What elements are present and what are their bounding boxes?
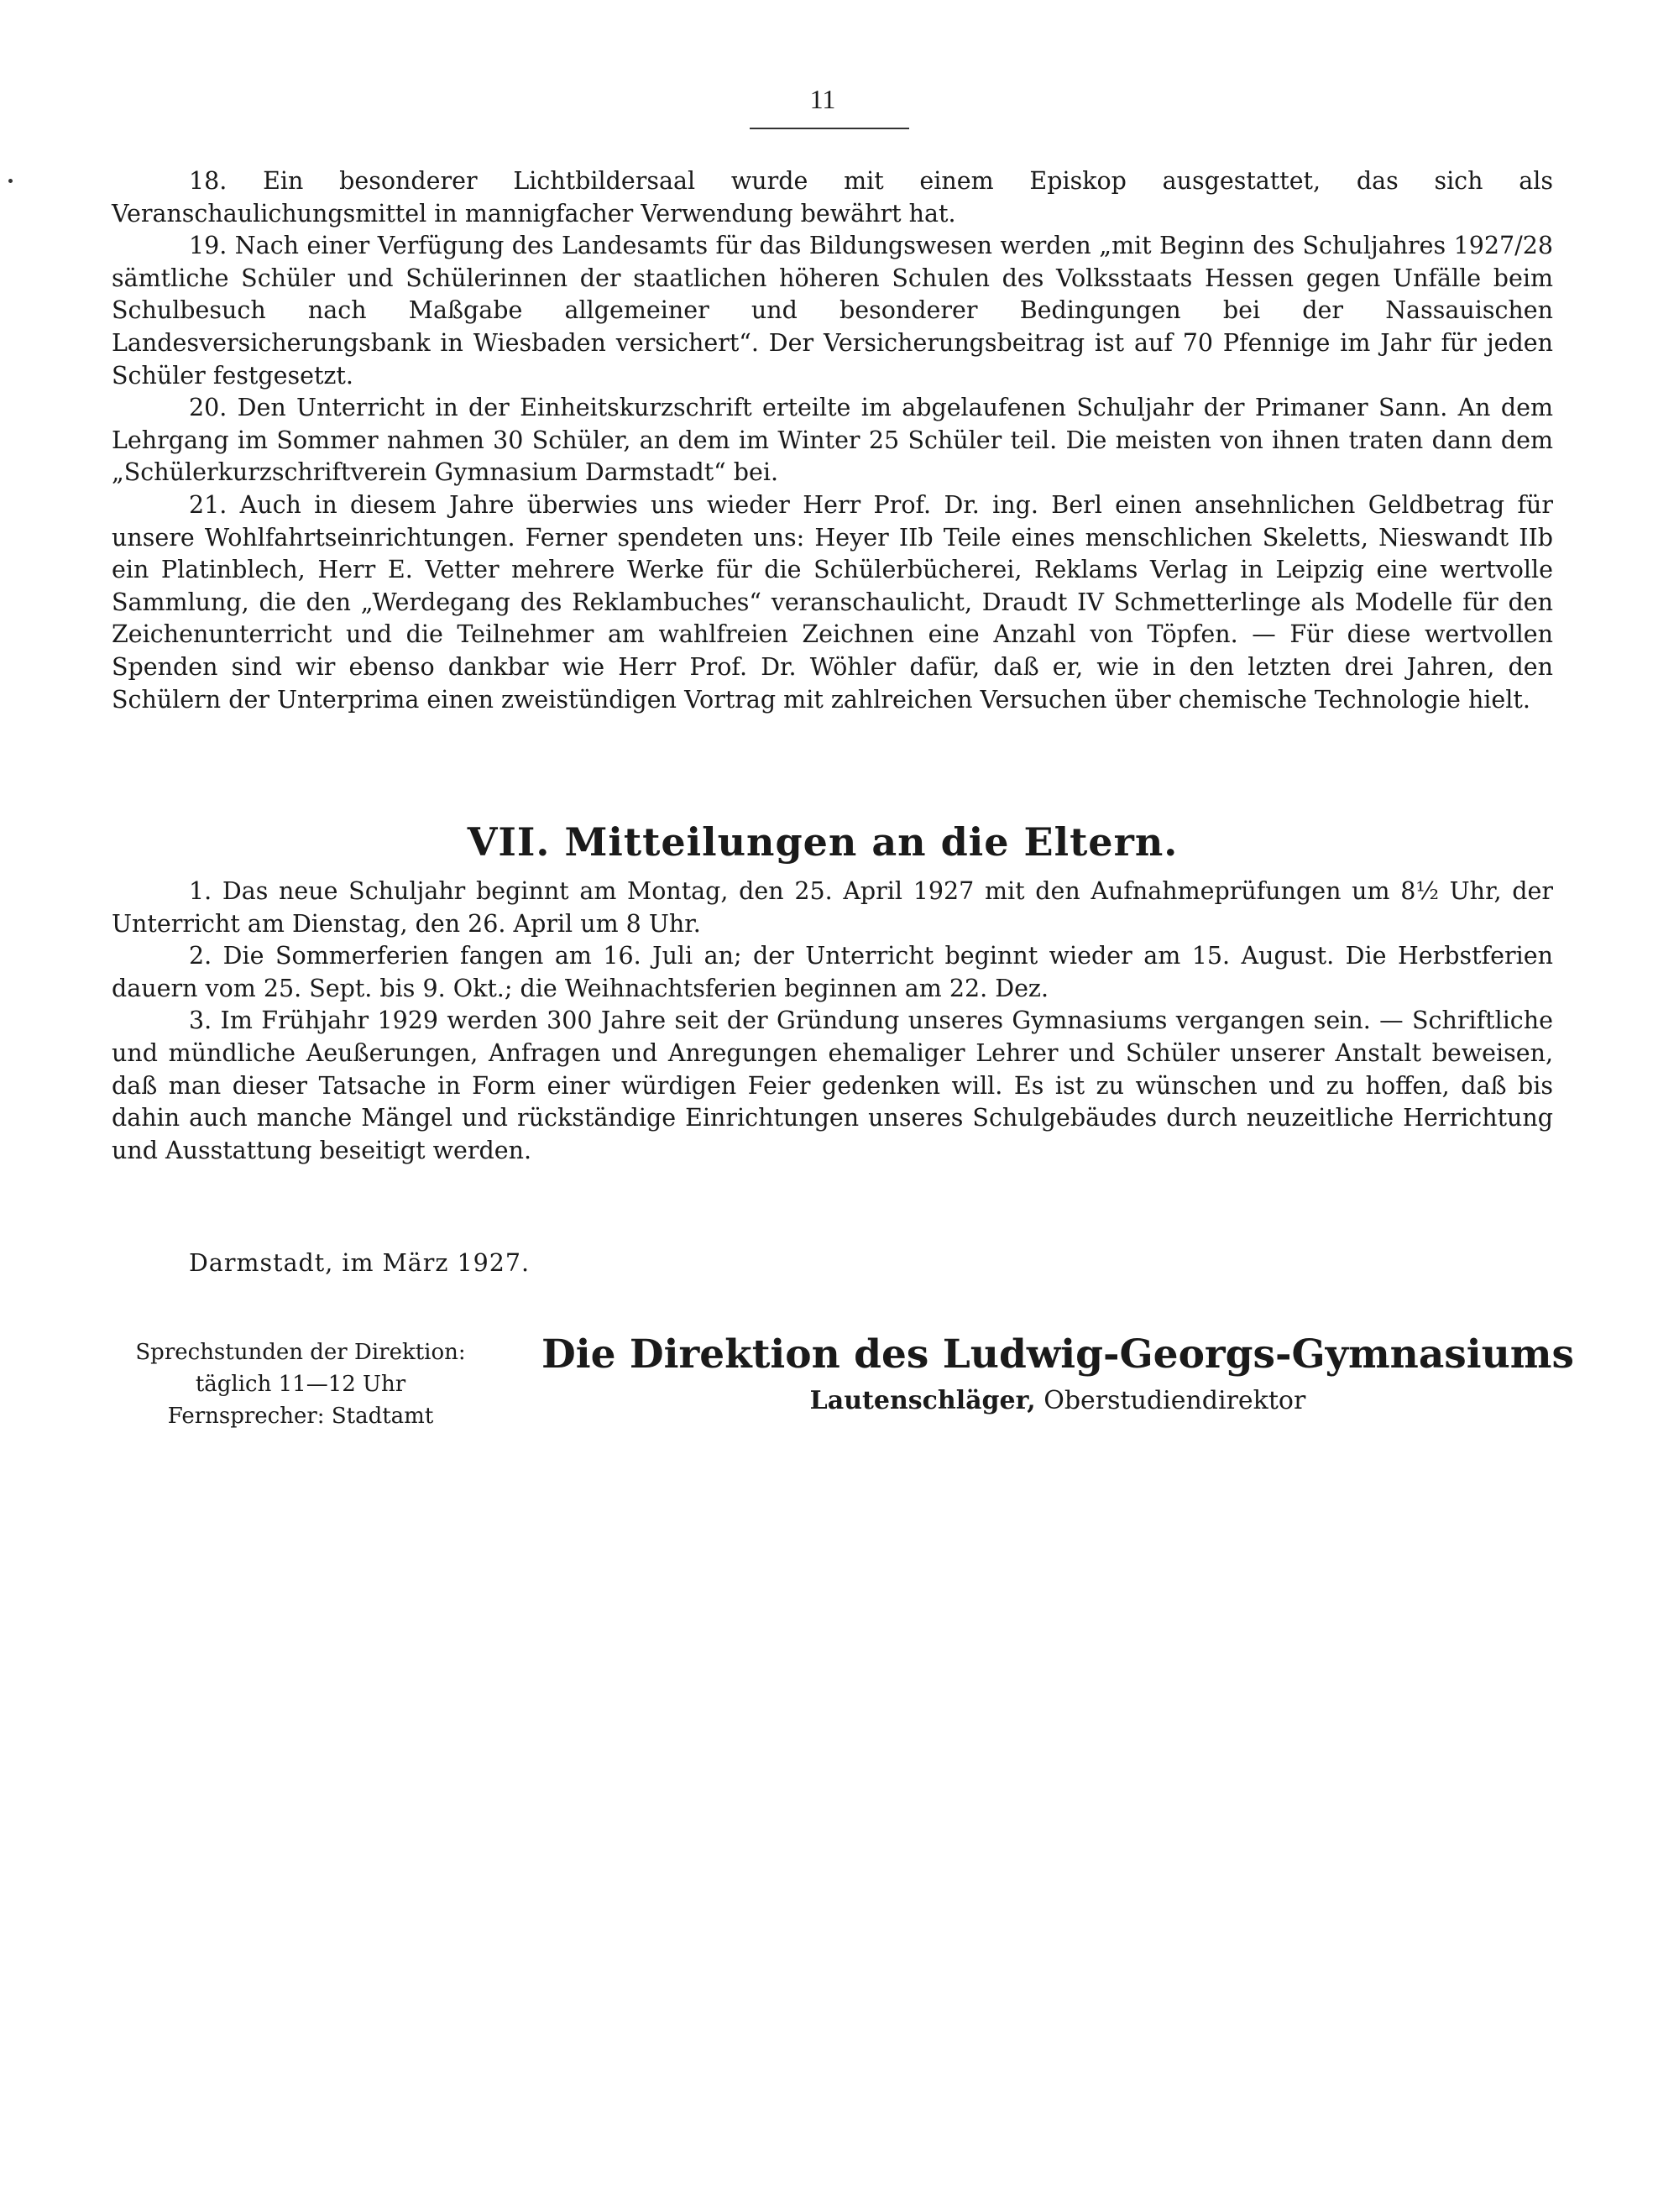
notice-1: 1. Das neue Schuljahr beginnt am Montag, den 25. April 1927 mit den Aufnahmeprüfungen um 8½ Uhr, der Unterricht am Dienstag, den 26. April um 8 Uhr. xyxy=(112,877,1553,938)
paragraph-19: 19. Nach einer Verfügung des Landesamts für das Bildungswesen werden „mit Beginn des Schuljahres 1927/28 sämtliche Schüler und Schülerinnen der staatlichen höheren Schulen des Volksstaats Hessen gegen Unfälle beim Schulbesuch nach Maßgabe allgemeiner und besonderer Bedingungen bei der Nassauischen Landesversicherungsbank in Wiesbaden versichert“. Der Versicherungsbeitrag ist auf 70 Pfennige im Jahr für jeden Schüler festgesetzt. xyxy=(112,232,1553,390)
signature-block xyxy=(520,1331,1595,1415)
signature-title: Oberstudiendirektor xyxy=(1043,1386,1306,1415)
paragraph-21: 21. Auch in diesem Jahre überwies uns wieder Herr Prof. Dr. ing. Berl einen ansehnlichen Geldbetrag für unsere Wohlfahrtseinrichtungen. Ferner spendeten uns: Heyer IIb Teile eines menschlichen Skeletts, Nieswandt IIb ein Platinblech, Herr E. Vetter mehrere Werke für die Schülerbücherei, Reklams Verlag in Leipzig eine wertvolle Sammlung, die den „Werdegang des Reklambuches“ veranschaulicht, Draudt IV Schmetterlinge als Modelle für den Zeichenunterricht und die Teilnehmer am wahlfreien Zeichnen eine Anzahl von Töpfen. — Für diese wertvollen Spenden sind wir ebenso dankbar wie Herr Prof. Dr. Wöhler dafür, daß er, wie in den letzten drei Jahren, den Schülern der Unterprima einen zweistündigen Vortrag mit zahlreichen Versuchen über chemische Technologie hielt. xyxy=(112,490,1553,714)
notices-section xyxy=(112,165,1553,716)
office-hours-line: täglich 11—12 Uhr xyxy=(195,1372,406,1397)
page-number-rule xyxy=(750,128,909,129)
margin-dot xyxy=(8,179,13,183)
date-line: Darmstadt, im März 1927. xyxy=(189,1249,531,1277)
signature-subline xyxy=(520,1386,1595,1415)
signature-name: Lautenschläger, xyxy=(809,1386,1036,1415)
notice-3: 3. Im Frühjahr 1929 werden 300 Jahre seit der Gründung unseres Gymnasiums vergangen sein. — Schriftliche und mündliche Aeußerungen, Anfragen und Anregungen ehemaliger Lehrer und Schüler unserer Anstalt beweisen, daß man dieser Tatsache in Form einer würdigen Feier gedenken will. Es ist zu wünschen und zu hoffen, daß bis dahin auch manche Mängel und rückständige Einrichtungen unseres Schulgebäudes durch neuzeitliche Herrichtung und Ausstattung beseitigt werden. xyxy=(112,1007,1553,1164)
page-number: 11 xyxy=(809,84,836,114)
section-heading: VII. Mitteilungen an die Eltern. xyxy=(467,819,1179,865)
parents-notices-section xyxy=(112,876,1553,1167)
signature-institution: Die Direktion des Ludwig-Georgs-Gymnasiums xyxy=(541,1331,1574,1378)
paragraph-20: 20. Den Unterricht in der Einheitskurzschrift erteilte im abgelaufenen Schuljahr der Primaner Sann. An dem Lehrgang im Sommer nahmen 30 Schüler, an dem im Winter 25 Schüler teil. Die meisten von ihnen traten dann dem „Schülerkurzschriftverein Gymnasium Darmstadt“ bei. xyxy=(112,394,1553,487)
office-hours-line: Sprechstunden der Direktion: xyxy=(135,1340,466,1365)
office-hours xyxy=(112,1336,489,1432)
notice-2: 2. Die Sommerferien fangen am 16. Juli an; der Unterricht beginnt wieder am 15. August. Die Herbstferien dauern vom 25. Sept. bis 9. Okt.; die Weihnachtsferien beginnen am 22. Dez. xyxy=(112,942,1553,1002)
paragraph-18: 18. Ein besonderer Lichtbildersaal wurde mit einem Episkop ausgestattet, das sich als Veranschaulichungsmittel in mannigfacher Verwendung bewährt hat. xyxy=(112,167,1553,227)
office-hours-line: Fernsprecher: Stadtamt xyxy=(167,1404,434,1429)
